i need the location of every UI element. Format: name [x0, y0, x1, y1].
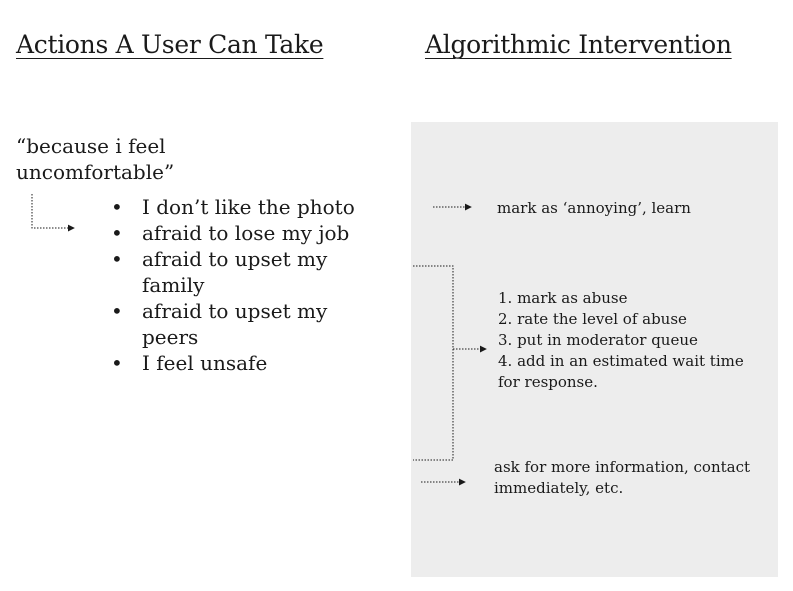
reason-item: • I don’t like the photo [105, 194, 355, 220]
actions-heading: Actions A User Can Take [16, 30, 324, 59]
fears-to-abuse-bracket [413, 266, 453, 460]
intervention-annoying: mark as ‘annoying’, learn [497, 199, 691, 217]
intervention-heading: Algorithmic Intervention [425, 30, 732, 59]
abuse-step: 4. add in an estimated wait time for response. [498, 352, 744, 391]
reason-item: • afraid to upset my family [105, 246, 355, 298]
abuse-step: 3. put in moderator queue [498, 331, 698, 349]
intervention-unsafe: ask for more information, contact immediately, etc. [494, 458, 751, 497]
reason-item: • I feel unsafe [105, 350, 355, 376]
abuse-step: 1. mark as abuse [498, 289, 628, 307]
abuse-step: 2. rate the level of abuse [498, 310, 687, 328]
quote-to-reasons-arrow [32, 194, 74, 228]
reason-quote: “because i feel uncomfortable” [16, 134, 175, 184]
reason-item: • afraid to upset my peers [105, 298, 355, 350]
reason-item: • afraid to lose my job [105, 220, 355, 246]
